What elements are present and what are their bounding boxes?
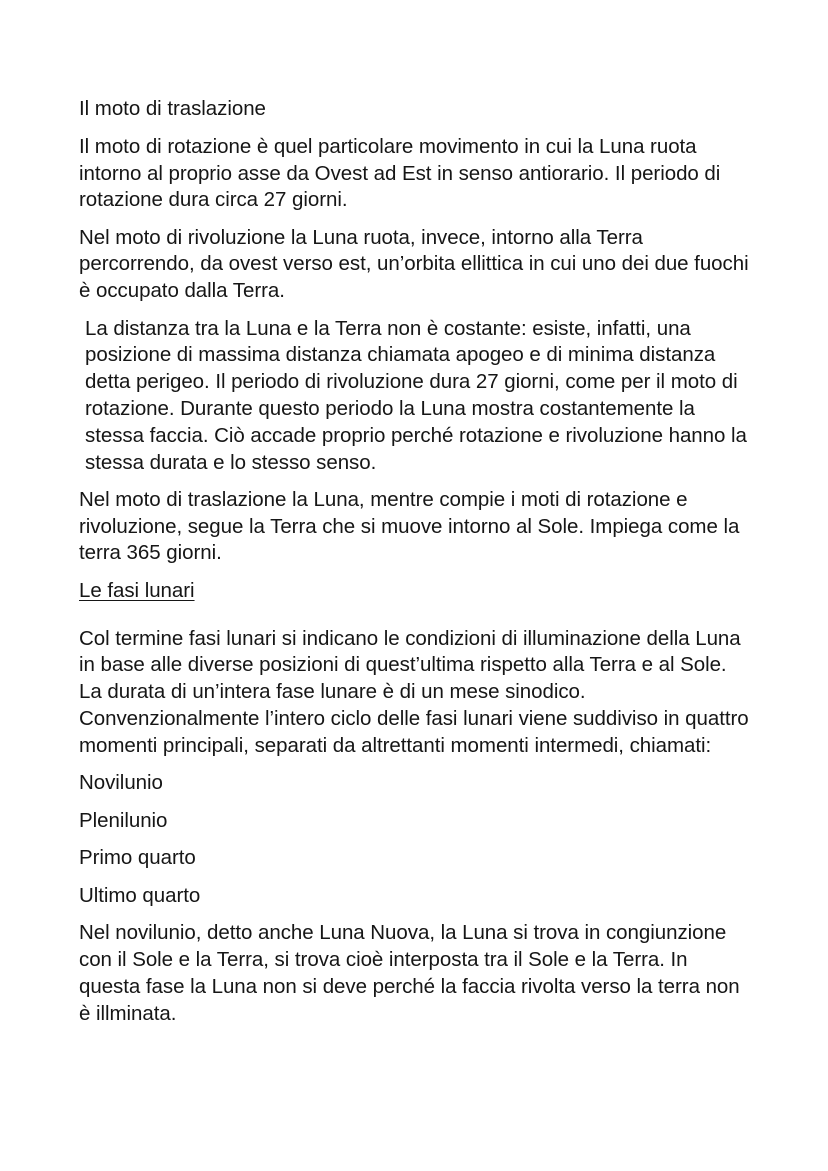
section-heading-fasi-lunari: Le fasi lunari <box>79 578 195 602</box>
section-heading-wrapper <box>79 578 751 615</box>
phase-item-ultimo-quarto: Ultimo quarto <box>79 883 201 907</box>
phase-list <box>79 770 751 910</box>
paragraph-new-moon: Nel novilunio, detto anche Luna Nuova, la Luna si trova in congiunzione con il Sole e la Terra, si trova cioè interposta tra il Sole e la Terra. In questa fase la Luna non si deve perché la faccia rivolta verso la terra non è illminata. <box>79 921 740 1025</box>
paragraph-revolution: Nel moto di rivoluzione la Luna ruota, invece, intorno alla Terra percorrendo, da ovest verso est, un’orbita ellittica in cui uno dei due fuochi è occupato dalla Terra. <box>79 225 749 303</box>
phase-item-novilunio: Novilunio <box>79 771 163 795</box>
document-title: Il moto di traslazione <box>79 97 266 120</box>
phase-item-plenilunio: Plenilunio <box>79 808 168 832</box>
paragraph-phases: Col termine fasi lunari si indicano le condizioni di illuminazione della Luna in base alle diverse posizioni di quest’ultima rispetto alla Terra e al Sole. La durata di un’intera fase lunare è di un mese sinodico. Convenzionalmente l’intero ciclo delle fasi lunari viene suddiviso in quattro momenti principali, separati da altrettanti momenti intermedi, chiamati: <box>79 626 749 757</box>
paragraph-distance: La distanza tra la Luna e la Terra non è costante: esiste, infatti, una posizione di massima distanza chiamata apogeo e di minima distanza detta perigeo. Il periodo di rivoluzione dura 27 giorni, come per il moto di rotazione. Durante questo periodo la Luna mostra costantemente la stessa faccia. Ciò accade proprio perché rotazione e rivoluzione hanno la stessa durata e lo stesso senso. <box>85 316 747 474</box>
document-page <box>79 96 751 1038</box>
paragraph-rotation: Il moto di rotazione è quel particolare movimento in cui la Luna ruota intorno al proprio asse da Ovest ad Est in senso antiorario. Il periodo di rotazione dura circa 27 giorni. <box>79 134 721 212</box>
phase-item-primo-quarto: Primo quarto <box>79 846 196 870</box>
paragraph-translation: Nel moto di traslazione la Luna, mentre compie i moti di rotazione e rivoluzione, segue la Terra che si muove intorno al Sole. Impiega come la terra 365 giorni. <box>79 487 740 565</box>
